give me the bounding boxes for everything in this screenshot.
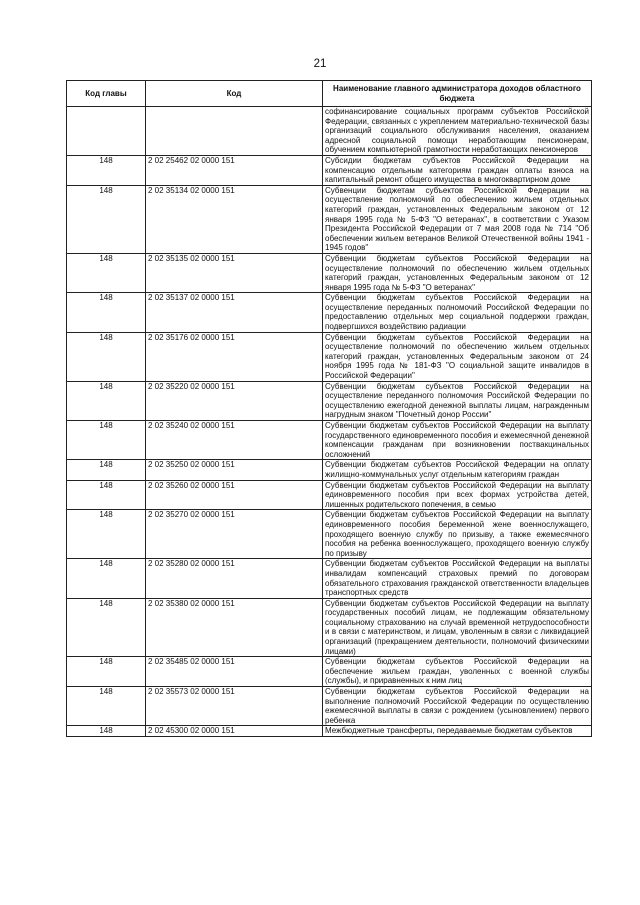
cell-name: Субвенции бюджетам субъектов Российской Федерации на выплаты инвалидам компенсаций страховых премий по договорам обязательного страхования гражданской ответственности владельцев транспортных средств	[323, 559, 592, 598]
cell-chapter-code	[67, 107, 146, 156]
cell-chapter-code: 148	[67, 253, 146, 292]
revenue-administrators-table	[66, 80, 592, 737]
cell-code: 2 02 35134 02 0000 151	[146, 185, 323, 253]
cell-name: Субвенции бюджетам субъектов Российской Федерации на осуществление полномочий по обеспечению жильем отдельных категорий граждан, установленных Федеральным законом от 12 января 1995 года № 5-ФЗ "О ветеранах", в соответствии с Указом Президента Российской Федерации от 7 мая 2008 года № 714 "Об обеспечении жильем ветеранов Великой Отечественной войны 1941 - 1945 годов"	[323, 185, 592, 253]
header-code: Код	[146, 81, 323, 107]
cell-name: Субвенции бюджетам субъектов Российской Федерации на оплату жилищно-коммунальных услуг отдельным категориям граждан	[323, 460, 592, 480]
cell-chapter-code: 148	[67, 381, 146, 420]
cell-code: 2 02 35485 02 0000 151	[146, 657, 323, 687]
cell-name: Межбюджетные трансферты, передаваемые бюджетам субъектов	[323, 726, 592, 737]
table-row	[67, 332, 592, 381]
cell-code: 2 02 25462 02 0000 151	[146, 155, 323, 185]
cell-code: 2 02 35270 02 0000 151	[146, 510, 323, 559]
cell-name: Субвенции бюджетам субъектов Российской Федерации на выплату единовременного пособия беременной жене военнослужащего, проходящего военную службу по призыву, а также ежемесячного пособия на ребенка военнослужащего, проходящего военную службу по призыву	[323, 510, 592, 559]
cell-chapter-code: 148	[67, 155, 146, 185]
cell-chapter-code: 148	[67, 480, 146, 510]
cell-chapter-code: 148	[67, 559, 146, 598]
cell-chapter-code: 148	[67, 726, 146, 737]
page-number: 21	[313, 58, 327, 70]
cell-name: Субвенции бюджетам субъектов Российской Федерации на осуществление полномочий по обеспечению жильем отдельных категорий граждан, установленных Федеральным законом от 12 января 1995 года № 5-ФЗ "О ветеранах"	[323, 253, 592, 292]
table-row	[67, 598, 592, 657]
cell-name: софинансирование социальных программ субъектов Российской Федерации, связанных с укреплением материально-технической базы организаций социального обслуживания населения, оказанием адресной социальной помощи неработающим пенсионерам, обучением компьютерной грамотности неработающих пенсионеров	[323, 107, 592, 156]
table-row	[67, 253, 592, 292]
table-row	[67, 726, 592, 737]
cell-chapter-code: 148	[67, 293, 146, 332]
table-row	[67, 460, 592, 480]
table-row	[67, 480, 592, 510]
cell-code: 2 02 35137 02 0000 151	[146, 293, 323, 332]
header-chapter-code: Код главы	[67, 81, 146, 107]
cell-code: 2 02 35260 02 0000 151	[146, 480, 323, 510]
cell-code: 2 02 35240 02 0000 151	[146, 421, 323, 460]
table-row	[67, 381, 592, 420]
cell-chapter-code: 148	[67, 510, 146, 559]
cell-name: Субвенции бюджетам субъектов Российской Федерации на осуществление переданных полномочий Российской Федерации по предоставлению отдельных мер социальной поддержки граждан, подвергшихся воздействию радиации	[323, 293, 592, 332]
cell-code: 2 02 35573 02 0000 151	[146, 687, 323, 726]
cell-code: 2 02 45300 02 0000 151	[146, 726, 323, 737]
table-row	[67, 185, 592, 253]
cell-chapter-code: 148	[67, 598, 146, 657]
table-row	[67, 155, 592, 185]
cell-code: 2 02 35380 02 0000 151	[146, 598, 323, 657]
cell-chapter-code: 148	[67, 687, 146, 726]
cell-name: Субвенции бюджетам субъектов Российской Федерации на обеспечение жильем граждан, уволенных с военной службы (службы), и приравненных к ним лиц	[323, 657, 592, 687]
cell-code: 2 02 35135 02 0000 151	[146, 253, 323, 292]
table-row	[67, 559, 592, 598]
table-row	[67, 687, 592, 726]
cell-name: Субвенции бюджетам субъектов Российской Федерации на выплату единовременного пособия при всех формах устройства детей, лишенных родительского попечения, в семью	[323, 480, 592, 510]
table-row	[67, 657, 592, 687]
cell-code: 2 02 35176 02 0000 151	[146, 332, 323, 381]
cell-code	[146, 107, 323, 156]
cell-name: Субвенции бюджетам субъектов Российской Федерации на выплату государственных пособий лицам, не подлежащим обязательному социальному страхованию на случай временной нетрудоспособности и в связи с материнством, и лицам, уволенным в связи с ликвидацией организаций (прекращением деятельности, полномочий физическими лицами)	[323, 598, 592, 657]
cell-name: Субсидии бюджетам субъектов Российской Федерации на компенсацию отдельным категориям граждан оплаты взноса на капитальный ремонт общего имущества в многоквартирном доме	[323, 155, 592, 185]
cell-chapter-code: 148	[67, 421, 146, 460]
cell-chapter-code: 148	[67, 460, 146, 480]
cell-code: 2 02 35220 02 0000 151	[146, 381, 323, 420]
header-name: Наименование главного администратора доходов областного бюджета	[323, 81, 592, 107]
table-row	[67, 107, 592, 156]
cell-code: 2 02 35250 02 0000 151	[146, 460, 323, 480]
table-row	[67, 293, 592, 332]
cell-code: 2 02 35280 02 0000 151	[146, 559, 323, 598]
table-header-row	[67, 81, 592, 107]
table-row	[67, 421, 592, 460]
cell-chapter-code: 148	[67, 185, 146, 253]
table-row	[67, 510, 592, 559]
cell-name: Субвенции бюджетам субъектов Российской Федерации на осуществление переданного полномочия Российской Федерации по осуществлению ежегодной денежной выплаты лицам, награжденным нагрудным знаком "Почетный донор России"	[323, 381, 592, 420]
cell-chapter-code: 148	[67, 332, 146, 381]
cell-name: Субвенции бюджетам субъектов Российской Федерации на выполнение полномочий Российской Федерации по осуществлению ежемесячной выплаты в связи с рождением (усыновлением) первого ребенка	[323, 687, 592, 726]
cell-chapter-code: 148	[67, 657, 146, 687]
cell-name: Субвенции бюджетам субъектов Российской Федерации на выплату государственного единовременного пособия и ежемесячной денежной компенсации гражданам при возникновении поствакцинальных осложнений	[323, 421, 592, 460]
cell-name: Субвенции бюджетам субъектов Российской Федерации на осуществление полномочий по обеспечению жильем отдельных категорий граждан, установленных Федеральным законом от 24 ноября 1995 года № 181-ФЗ "О социальной защите инвалидов в Российской Федерации"	[323, 332, 592, 381]
